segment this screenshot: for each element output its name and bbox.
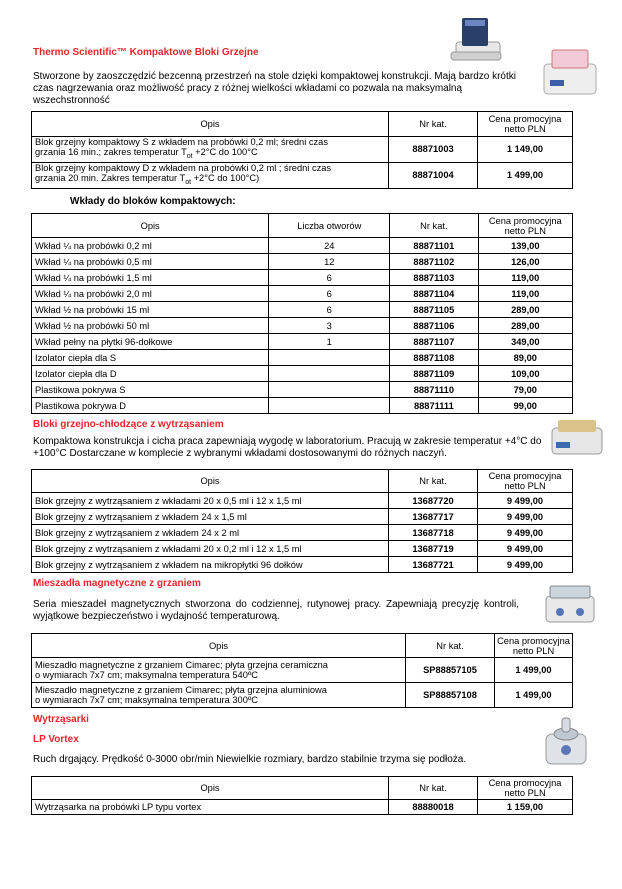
row-price: 1 149,00 <box>478 137 573 163</box>
row-opis: Wkład ¼ na probówki 2,0 ml <box>32 286 269 302</box>
row-price: 1 159,00 <box>478 800 573 815</box>
row-desc: o wymiarach 7x7 cm; maksymalna temperatura 300ºC <box>35 695 258 705</box>
section1-desc: Stworzone by zaoszczędzić bezcenną przestrzeń na stole dzięki kompaktowej konstrukcji. Mają bardzo krótki czas nagrzewania oraz możliwość pracy z różnej wielkości wkładami co pozwala na maksymalną wszechstronność <box>33 71 516 106</box>
section4-table <box>31 776 573 815</box>
table-row <box>32 658 573 683</box>
row-catalog: 88871003 <box>389 137 478 163</box>
row-kat: 88871111 <box>390 398 478 414</box>
row-opis: Blok grzejny z wytrząsaniem z wkładem na mikropłytki 96 dołków <box>32 557 389 573</box>
row-cena: 9 499,00 <box>478 525 573 541</box>
row-opis: Plastikowa pokrywa S <box>32 382 269 398</box>
col-header: Opis <box>32 777 389 800</box>
vortex-image <box>540 712 592 768</box>
row-cena: 9 499,00 <box>478 509 573 525</box>
section2-title: Bloki grzejno-chłodzące z wytrząsaniem <box>33 419 224 430</box>
row-otw: 24 <box>269 238 390 254</box>
col-header: Nr kat. <box>389 112 478 137</box>
row-kat: 13687717 <box>389 509 478 525</box>
row-cena: 99,00 <box>478 398 572 414</box>
table-row <box>32 366 573 382</box>
row-opis: Plastikowa pokrywa D <box>32 398 269 414</box>
section3-title: Mieszadła magnetyczne z grzaniem <box>33 578 201 589</box>
section2-desc: Kompaktowa konstrukcja i cicha praca zapewniają wygodę w laboratorium. Pracują w zakresie temperatur +4°C do +100°C Dostarczane w komplecie z wybranymi wkładami dostosowanymi do różnych naczyń. <box>33 436 542 459</box>
table-row <box>32 382 573 398</box>
inserts-title: Wkłady do bloków kompaktowych: <box>70 196 236 207</box>
row-otw: 12 <box>269 254 390 270</box>
row-kat: 13687718 <box>389 525 478 541</box>
row-opis: Blok grzejny z wytrząsaniem z wkładami 20 x 0,2 ml i 12 x 1,5 ml <box>32 541 389 557</box>
row-kat: 88871108 <box>390 350 478 366</box>
row-opis: Wkład ¼ na probówki 0,5 ml <box>32 254 269 270</box>
row-opis: Wkład ½ na probówki 50 ml <box>32 318 269 334</box>
row-kat: 88871106 <box>390 318 478 334</box>
row-cena: 119,00 <box>478 286 572 302</box>
section1-title: Thermo Scientific™ Kompaktowe Bloki Grzejne <box>33 47 259 58</box>
row-cena: 126,00 <box>478 254 572 270</box>
row-desc: Mieszadło magnetyczne z grzaniem Cimarec; płyta grzejna aluminiowa <box>35 685 327 695</box>
row-desc: o wymiarach 7x7 cm; maksymalna temperatura 540ºC <box>35 670 258 680</box>
section4-desc: Ruch drgający. Prędkość 0-3000 obr/min Niewielkie rozmiary, bardzo stabilnie trzyma się podłoża. <box>33 754 467 765</box>
row-kat: 13687721 <box>389 557 478 573</box>
row-cena: 119,00 <box>478 270 572 286</box>
row-catalog: 88880018 <box>389 800 478 815</box>
row-desc: Mieszadło magnetyczne z grzaniem Cimarec; płyta grzejna ceramiczna <box>35 660 328 670</box>
table-row <box>32 557 573 573</box>
col-header: Nr kat. <box>390 214 478 238</box>
row-price: 1 499,00 <box>478 162 573 188</box>
col-header: Opis <box>32 470 389 493</box>
row-otw <box>269 382 390 398</box>
row-otw <box>269 398 390 414</box>
row-kat: 88871104 <box>390 286 478 302</box>
row-desc-sub: ot <box>185 178 192 186</box>
section1-table <box>31 111 573 189</box>
row-desc: Blok grzejny kompaktowy D z wkładem na probówki 0,2 ml ; średni czas <box>35 162 332 173</box>
col-header: Nr kat. <box>406 634 495 658</box>
row-desc: Blok grzejny kompaktowy S z wkładem na probówki 0,2 ml; średni czas <box>35 137 328 147</box>
row-otw <box>269 350 390 366</box>
row-opis: Izolator ciepła dla D <box>32 366 269 382</box>
inserts-table <box>31 213 573 414</box>
table-row <box>32 509 573 525</box>
row-opis: Wkład ½ na probówki 15 ml <box>32 302 269 318</box>
row-kat: 88871105 <box>390 302 478 318</box>
col-header: Opis <box>32 214 269 238</box>
row-kat: 88871103 <box>390 270 478 286</box>
table-row <box>32 541 573 557</box>
row-cena: 349,00 <box>478 334 572 350</box>
col-header: Liczba otworów <box>269 214 390 238</box>
row-opis: Wkład pełny na płytki 96-dołkowe <box>32 334 269 350</box>
row-desc: Wytrząsarka na probówki LP typu vortex <box>32 800 389 815</box>
row-cena: 9 499,00 <box>478 557 573 573</box>
row-catalog: SP88857108 <box>406 683 495 708</box>
row-otw: 3 <box>269 318 390 334</box>
col-header: Nr kat. <box>389 470 478 493</box>
row-desc: +2°C do 100°C) <box>191 172 260 183</box>
col-header: Cena promocyjna netto PLN <box>478 777 573 800</box>
row-cena: 139,00 <box>478 238 572 254</box>
row-otw <box>269 366 390 382</box>
row-cena: 9 499,00 <box>478 493 573 509</box>
table-row <box>32 398 573 414</box>
row-opis: Blok grzejny z wytrząsaniem z wkładem 24 x 2 ml <box>32 525 389 541</box>
shaker-block-image <box>548 414 606 458</box>
section2-table <box>31 469 573 573</box>
table-row <box>32 318 573 334</box>
table-row <box>32 800 573 815</box>
table-row <box>32 302 573 318</box>
row-kat: 88871102 <box>390 254 478 270</box>
col-header: Cena promocyjna netto PLN <box>478 112 573 137</box>
table-row <box>32 334 573 350</box>
table-row <box>32 238 573 254</box>
section3-desc: Seria mieszadeł magnetycznych stworzona do codziennej, rutynowej pracy. Zapewniają precyzję kontroli, wyjątkowe bezpieczeństwo i wydajność temperaturową. <box>33 599 519 622</box>
col-header: Cena promocyjna netto PLN <box>478 214 572 238</box>
row-desc-sub: ot <box>186 152 193 160</box>
section3-table <box>31 633 573 708</box>
row-opis: Izolator ciepła dla S <box>32 350 269 366</box>
row-cena: 89,00 <box>478 350 572 366</box>
table-row <box>32 254 573 270</box>
row-kat: 88871109 <box>390 366 478 382</box>
heating-block-image <box>448 8 506 66</box>
row-desc: +2°C do 100°C <box>192 147 258 157</box>
row-kat: 13687719 <box>389 541 478 557</box>
table-row <box>32 493 573 509</box>
row-otw: 6 <box>269 302 390 318</box>
section4-title: Wytrząsarki <box>33 714 89 725</box>
table-row <box>32 350 573 366</box>
table-row <box>32 286 573 302</box>
row-cena: 109,00 <box>478 366 572 382</box>
col-header: Cena promocyjna netto PLN <box>478 470 573 493</box>
row-opis: Wkład ¼ na probówki 0,2 ml <box>32 238 269 254</box>
section4-subtitle: LP Vortex <box>33 734 79 745</box>
heating-block-d-image <box>540 44 600 100</box>
col-header: Nr kat. <box>389 777 478 800</box>
row-otw: 6 <box>269 270 390 286</box>
row-kat: 88871107 <box>390 334 478 350</box>
row-desc: grzania 20 min. Zakres temperatur T <box>35 172 186 183</box>
col-header: Cena promocyjna netto PLN <box>495 634 573 658</box>
table-row <box>32 683 573 708</box>
row-opis: Blok grzejny z wytrząsaniem z wkładami 20 x 0,5 ml i 12 x 1,5 ml <box>32 493 389 509</box>
row-kat: 13687720 <box>389 493 478 509</box>
row-cena: 79,00 <box>478 382 572 398</box>
row-cena: 289,00 <box>478 318 572 334</box>
row-otw: 6 <box>269 286 390 302</box>
col-header: Opis <box>32 634 406 658</box>
col-header: Opis <box>32 112 389 137</box>
row-kat: 88871110 <box>390 382 478 398</box>
row-opis: Blok grzejny z wytrząsaniem z wkładem 24 x 1,5 ml <box>32 509 389 525</box>
row-price: 1 499,00 <box>495 658 573 683</box>
row-kat: 88871101 <box>390 238 478 254</box>
table-row <box>32 162 573 188</box>
table-row <box>32 137 573 163</box>
row-cena: 9 499,00 <box>478 541 573 557</box>
row-price: 1 499,00 <box>495 683 573 708</box>
row-cena: 289,00 <box>478 302 572 318</box>
table-row <box>32 270 573 286</box>
row-catalog: 88871004 <box>389 162 478 188</box>
row-opis: Wkład ¼ na probówki 1,5 ml <box>32 270 269 286</box>
magnetic-stirrer-image <box>540 578 600 626</box>
row-desc: grzania 16 min.; zakres temperatur T <box>35 147 187 157</box>
table-row <box>32 525 573 541</box>
row-otw: 1 <box>269 334 390 350</box>
row-catalog: SP88857105 <box>406 658 495 683</box>
